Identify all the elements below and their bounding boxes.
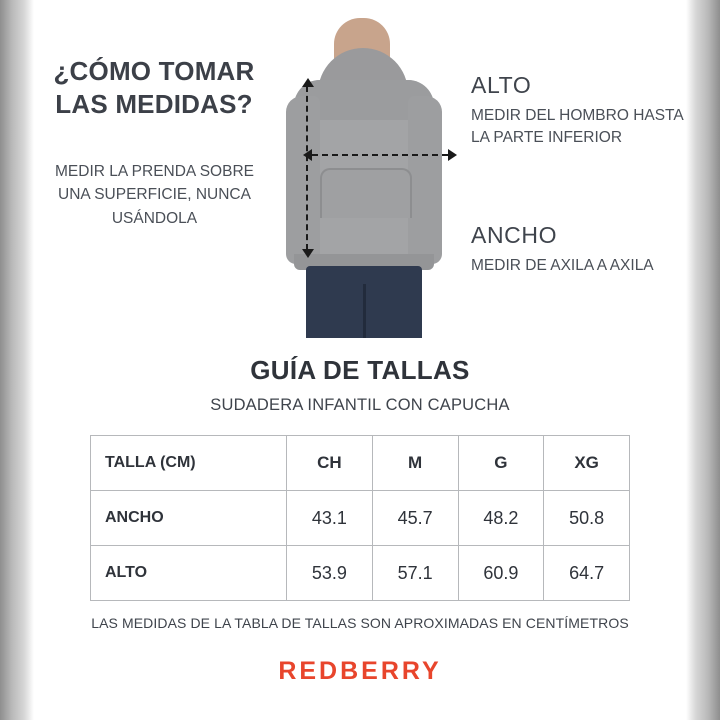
table-cell: 50.8 (544, 491, 630, 546)
measure-instructions: MEDIR LA PRENDA SOBRE UNA SUPERFICIE, NUNCA USÁNDOLA (55, 163, 254, 227)
hoodie-sleeve-left (286, 96, 320, 264)
table-cell: 57.1 (372, 546, 458, 601)
ancho-description: MEDIR DE AXILA A AXILA (471, 257, 654, 274)
table-row-label: ALTO (91, 546, 287, 601)
alto-description: MEDIR DEL HOMBRO HASTA LA PARTE INFERIOR (471, 107, 683, 147)
ancho-title: ANCHO (471, 222, 558, 248)
table-header-cell: XG (544, 436, 630, 491)
alto-title: ALTO (471, 72, 532, 98)
table-header-cell: M (372, 436, 458, 491)
table-cell: 48.2 (458, 491, 544, 546)
table-row (91, 491, 630, 546)
table-cell: 45.7 (372, 491, 458, 546)
width-measure-arrow-icon (312, 154, 448, 156)
hoodie-pocket (320, 168, 412, 218)
hoodie-illustration (272, 18, 457, 338)
table-header-cell: G (458, 436, 544, 491)
page-title: ¿CÓMO TOMAR LAS MEDIDAS? (53, 56, 255, 120)
jeans-seam (363, 284, 366, 338)
ancho-label-group (471, 222, 654, 277)
alto-label-group (471, 72, 686, 150)
table-cell: 64.7 (544, 546, 630, 601)
table-header-cell: CH (287, 436, 373, 491)
size-table (90, 435, 630, 601)
table-row (91, 546, 630, 601)
height-measure-arrow-icon (306, 86, 308, 250)
size-guide-subtitle: SUDADERA INFANTIL CON CAPUCHA (210, 396, 510, 414)
table-cell: 60.9 (458, 546, 544, 601)
table-header-row (91, 436, 630, 491)
how-to-measure-section (34, 0, 686, 345)
table-cell: 43.1 (287, 491, 373, 546)
hoodie-sleeve-right (408, 96, 442, 264)
table-note: LAS MEDIDAS DE LA TABLA DE TALLAS SON APROXIMADAS EN CENTÍMETROS (91, 615, 629, 631)
table-row-label: ANCHO (91, 491, 287, 546)
size-guide-title: GUÍA DE TALLAS (250, 355, 470, 385)
brand-logo: REDBERRY (278, 657, 442, 685)
table-cell: 53.9 (287, 546, 373, 601)
sheet (34, 0, 686, 720)
table-header-cell: TALLA (CM) (91, 436, 287, 491)
